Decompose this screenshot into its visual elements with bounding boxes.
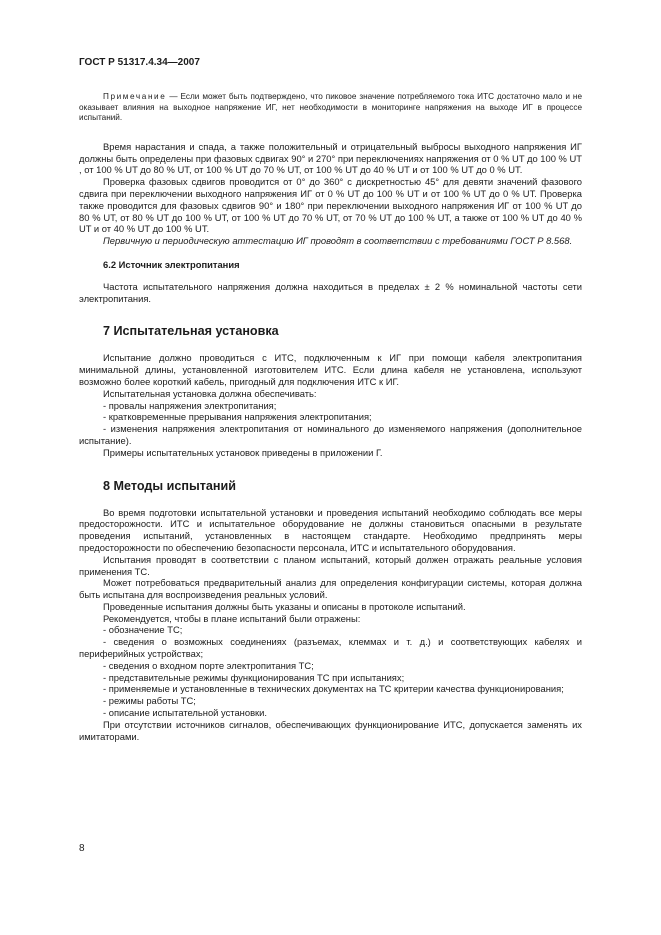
document-header: ГОСТ Р 51317.4.34—2007 <box>79 57 200 68</box>
list-item: - сведения о возможных соединениях (разъемах, клеммах и т. д.) и соответствующих кабелях и периферийных устройствах; <box>79 636 582 660</box>
paragraph-rise-fall: Время нарастания и спада, а также положительный и отрицательный выбросы выходного напряжения ИГ должны быть определены при фазовых сдвигах 90° и 270° при переключениях напряжения от 0 % UT до 100 % UT , от 100 % UT до 80 % UT, от 100 % UT до 70 % UT, от 100 % UT до 40 % UT и от 100 % UT до 0 % UT. <box>79 140 582 176</box>
document-page <box>79 56 582 742</box>
note-paragraph <box>79 92 582 124</box>
paragraph-precautions: Во время подготовки испытательной установки и проведения испытаний необходимо соблюдать все меры предосторожности. ИТС и испытательное оборудование не должны становиться опасными в результате проведения испытаний, установленных в настоящем стандарте. Необходимо предпринять меры предосторожности по обеспечению безопасности персонала, ИТС и испытательного оборудования. <box>79 506 582 553</box>
list-item: - изменения напряжения электропитания от номинального до изменяемого напряжения (дополнительное испытание). <box>79 423 582 446</box>
paragraph-recommended: Рекомендуется, чтобы в плане испытаний были отражены: <box>103 612 361 624</box>
list-item: - представительные режимы функционирования ТС при испытаниях; <box>103 671 405 683</box>
paragraph-analysis: Может потребоваться предварительный анализ для определения конфигурации системы, которая должна быть испытана для воспроизведения реальных условий. <box>79 577 582 601</box>
paragraph-report: Проведенные испытания должны быть указаны и описаны в протоколе испытаний. <box>103 600 466 612</box>
list-item: - описание испытательной установки. <box>103 707 267 719</box>
paragraph-certification: Первичную и периодическую аттестацию ИГ проводят в соответствии с требованиями ГОСТ Р 8.568. <box>103 235 573 247</box>
page-number: 8 <box>79 843 85 854</box>
paragraph-setup-examples: Примеры испытательных установок приведены в приложении Г. <box>103 446 383 458</box>
paragraph-power-frequency: Частота испытательного напряжения должна находиться в пределах ± 2 % номинальной частоты сети электропитания. <box>79 280 582 304</box>
list-item: - провалы напряжения электропитания; <box>103 399 277 411</box>
paragraph-phase-check: Проверка фазовых сдвигов проводится от 0° до 360° с дискретностью 45° для девяти значений фазового сдвига при переключении выходного напряжения ИГ от 0 % UT до 100 % UT и от 100 % UT до 0 % UT. Проверка также проводится для фазовых сдвигов 90° и 180° при переключении выходного напряжения ИГ от 100 % UT до 80 % UT, от 80 % UT до 100 % UT, от 100 % UT до 70 % UT, от 70 % UT до 100 % UT, а также от 100 % UT до 40 % UT и от 40 % UT до 100 % UT. <box>79 176 582 235</box>
list-item: - обозначение ТС; <box>103 624 183 636</box>
paragraph-setup-cable: Испытание должно проводиться с ИТС, подключенным к ИГ при помощи кабеля электропитания минимальной длины, установленной изготовителем ИТС. Если длина кабеля не установлена, используют возможно более короткий кабель, пригодный для подключения ИТС к ИГ. <box>79 352 582 387</box>
paragraph-test-plan: Испытания проводят в соответствии с планом испытаний, который должен отражать реальные условия применения ТС. <box>79 553 582 577</box>
list-item: - кратковременные прерывания напряжения электропитания; <box>103 411 372 423</box>
section-title-7: 7 Испытательная установка <box>103 324 279 339</box>
paragraph-simulators: При отсутствии источников сигналов, обеспечивающих функционирование ИТС, допускается заменять их имитаторами. <box>79 718 582 742</box>
note-label: Примечание <box>103 92 167 101</box>
list-item: - сведения о входном порте электропитания ТС; <box>103 659 314 671</box>
section-title-6-2: 6.2 Источник электропитания <box>103 258 240 270</box>
paragraph-setup-provides: Испытательная установка должна обеспечивать: <box>103 387 317 399</box>
section-title-8: 8 Методы испытаний <box>103 478 236 493</box>
note-text: — Если может быть подтверждено, что пиковое значение потребляемого тока ИТС достаточно мало и не оказывает влияния на выходное напряжение ИГ, нет необходимости в мониторинге напряжения на выходе ИГ в процессе испытаний. <box>79 92 582 123</box>
list-item: - режимы работы ТС; <box>103 695 196 707</box>
list-item: - применяемые и установленные в технических документах на ТС критерии качества функционирования; <box>103 683 564 695</box>
